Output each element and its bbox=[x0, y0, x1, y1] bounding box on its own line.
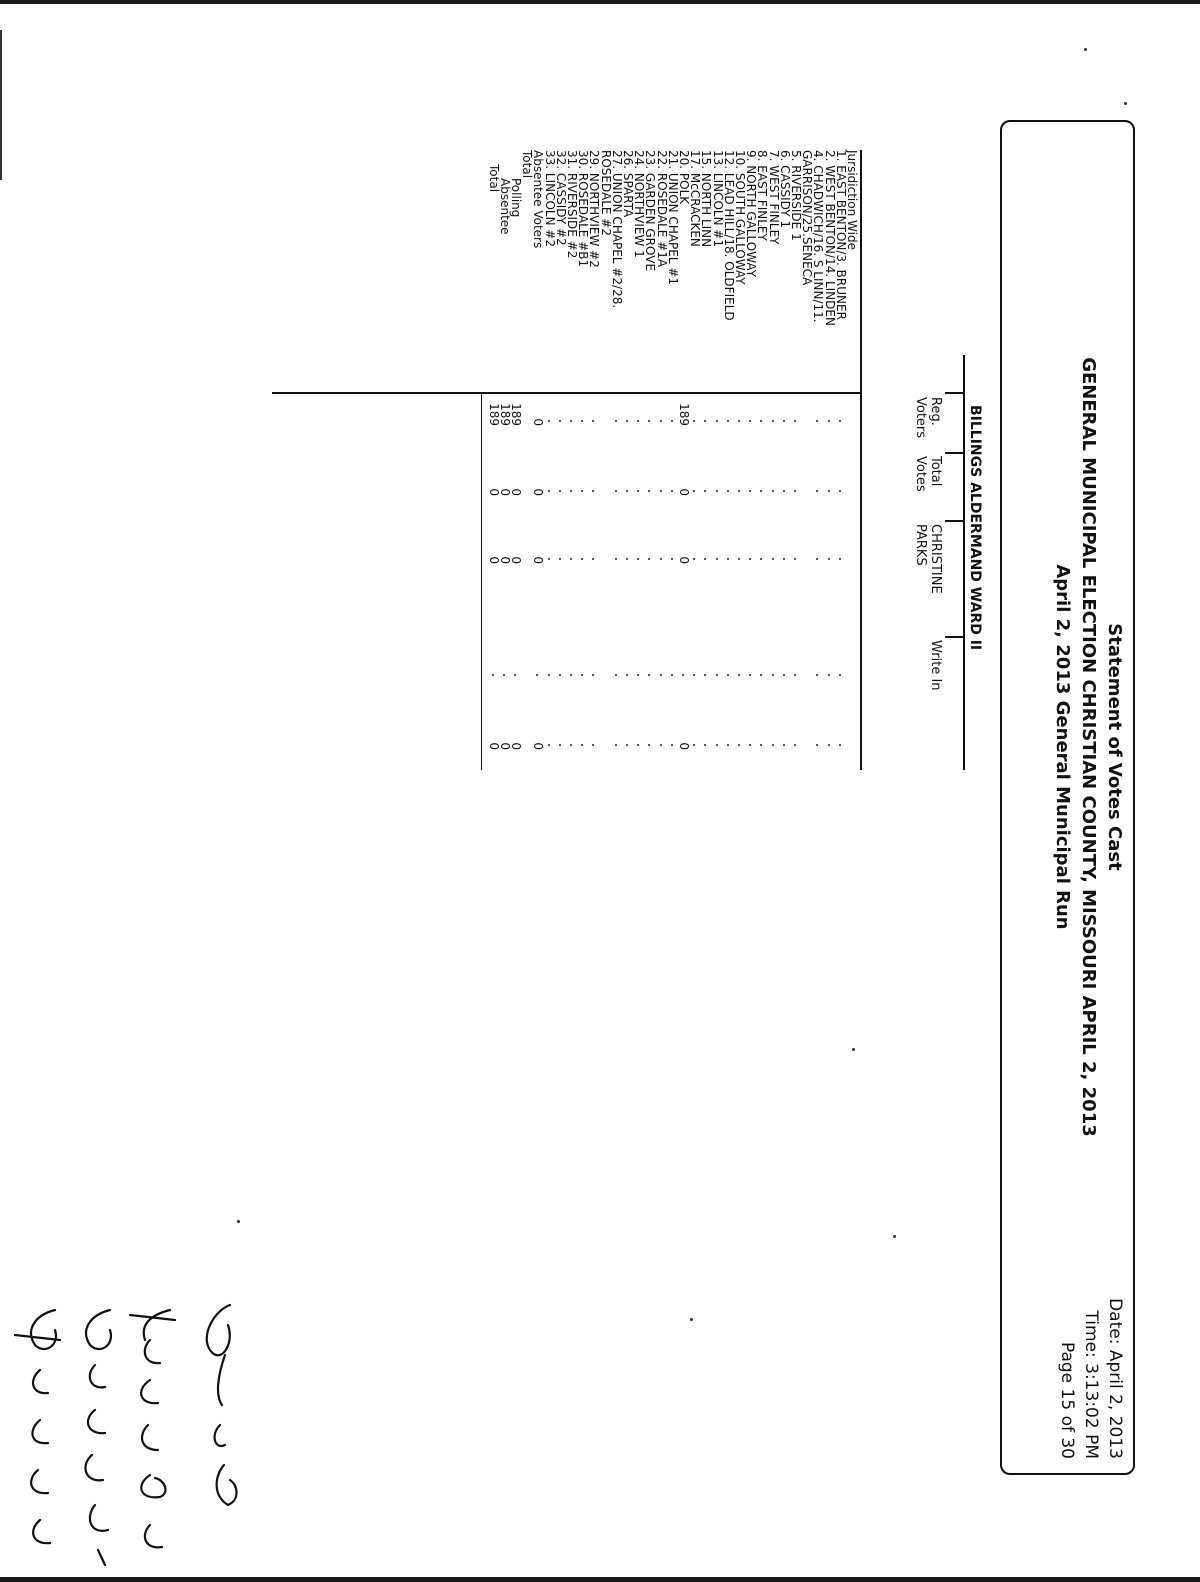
vote-value: 0 bbox=[486, 488, 501, 496]
empty-cell-dot bbox=[816, 744, 818, 746]
empty-cell-dot bbox=[637, 674, 639, 676]
empty-cell-dot bbox=[570, 420, 572, 422]
vote-value: 0 bbox=[497, 742, 512, 750]
empty-cell-dot bbox=[693, 490, 695, 492]
empty-cell-dot bbox=[548, 674, 550, 676]
empty-cell-dot bbox=[570, 744, 572, 746]
col-head-line: Total bbox=[928, 456, 943, 487]
empty-cell-dot bbox=[648, 558, 650, 560]
empty-cell-dot bbox=[615, 420, 617, 422]
row-label: 26. SPARTA bbox=[621, 150, 635, 218]
empty-cell-dot bbox=[548, 558, 550, 560]
row-label: 20. POLK bbox=[677, 150, 691, 205]
report-date: Date: April 2, 2013 bbox=[1105, 1298, 1125, 1459]
row-label: 15. NORTH LINN bbox=[699, 150, 714, 248]
signature-3 bbox=[85, 1310, 111, 1565]
empty-cell-dot bbox=[783, 420, 785, 422]
empty-cell-dot bbox=[660, 558, 662, 560]
row-label: 2. WEST BENTON/14. LINDEN bbox=[822, 150, 837, 326]
empty-cell-dot bbox=[760, 674, 762, 676]
election-subtitle: GENERAL MUNICIPAL ELECTION CHRISTIAN COUNTY, MISSOURI APRIL 2, 2013 bbox=[1078, 357, 1099, 1137]
empty-cell-dot bbox=[693, 674, 695, 676]
empty-cell-dot bbox=[783, 558, 785, 560]
empty-cell-dot bbox=[637, 744, 639, 746]
row-label: Polling bbox=[509, 178, 523, 218]
empty-cell-dot bbox=[514, 674, 516, 676]
empty-cell-dot bbox=[716, 558, 718, 560]
empty-cell-dot bbox=[727, 744, 729, 746]
empty-cell-dot bbox=[704, 674, 706, 676]
empty-cell-dot bbox=[660, 744, 662, 746]
col-head-line: PARKS bbox=[913, 524, 928, 566]
empty-cell-dot bbox=[682, 674, 684, 676]
empty-cell-dot bbox=[693, 558, 695, 560]
signature-4 bbox=[15, 1310, 60, 1543]
vote-value: 0 bbox=[509, 488, 523, 496]
row-label: 13. LINCOLN #1 bbox=[710, 150, 725, 248]
col-head-line: Write In bbox=[928, 640, 943, 691]
vote-value: 0 bbox=[509, 556, 523, 564]
empty-cell-dot bbox=[693, 420, 695, 422]
empty-cell-dot bbox=[570, 674, 572, 676]
empty-cell-dot bbox=[536, 674, 538, 676]
vote-value: 0 bbox=[531, 556, 546, 564]
vote-value: 0 bbox=[531, 418, 546, 426]
empty-cell-dot bbox=[648, 674, 650, 676]
empty-cell-dot bbox=[559, 420, 561, 422]
signature-2 bbox=[130, 1310, 175, 1547]
col-head-reg-voters bbox=[913, 397, 943, 438]
empty-cell-dot bbox=[626, 744, 628, 746]
empty-cell-dot bbox=[772, 558, 774, 560]
empty-cell-dot bbox=[559, 558, 561, 560]
row-label: 29. NORTHVIEW #2 bbox=[587, 150, 602, 268]
empty-cell-dot bbox=[760, 558, 762, 560]
report-time: Time: 3:13:02 PM bbox=[1081, 1310, 1101, 1459]
row-label: Absentee bbox=[497, 178, 512, 235]
empty-cell-dot bbox=[592, 674, 594, 676]
handwritten-signatures bbox=[0, 1285, 265, 1582]
empty-cell-dot bbox=[548, 744, 550, 746]
empty-cell-dot bbox=[637, 558, 639, 560]
row-label: 10. SOUTH GALLOWAY bbox=[733, 150, 747, 285]
row-label: 5. RIVERSIDE 1 bbox=[789, 150, 803, 241]
row-label: 6. CASSIDY 1 bbox=[777, 150, 792, 228]
empty-cell-dot bbox=[828, 744, 830, 746]
empty-cell-dot bbox=[570, 558, 572, 560]
row-label: GARRISON/25.SENECA bbox=[800, 150, 815, 286]
empty-cell-dot bbox=[727, 490, 729, 492]
row-label: 1. EAST BENTON/3. BRUNER bbox=[833, 150, 848, 320]
empty-cell-dot bbox=[592, 420, 594, 422]
empty-cell-dot bbox=[794, 744, 796, 746]
vote-value: 0 bbox=[509, 742, 523, 750]
empty-cell-dot bbox=[839, 420, 841, 422]
row-label: 31. RIVERSIDE #2 bbox=[565, 150, 579, 259]
empty-cell-dot bbox=[704, 490, 706, 492]
empty-cell-dot bbox=[772, 674, 774, 676]
row-label: 33. LINCOLN #2 bbox=[542, 150, 557, 248]
empty-cell-dot bbox=[727, 558, 729, 560]
vote-value: 0 bbox=[677, 556, 691, 564]
empty-cell-dot bbox=[592, 744, 594, 746]
empty-cell-dot bbox=[760, 490, 762, 492]
empty-cell-dot bbox=[772, 744, 774, 746]
row-label: ROSEDALE #2 bbox=[598, 150, 613, 236]
col-head-line: CHRISTINE bbox=[928, 524, 943, 594]
empty-cell-dot bbox=[738, 490, 740, 492]
empty-cell-dot bbox=[794, 558, 796, 560]
empty-cell-dot bbox=[828, 674, 830, 676]
vote-value: 189 bbox=[486, 403, 501, 426]
vote-value: 0 bbox=[531, 488, 546, 496]
empty-cell-dot bbox=[738, 744, 740, 746]
row-label: 4. CHADWICH/16. S LINN/11. bbox=[811, 150, 826, 323]
row-label: 12. LEAD HILL/18. OLDFIELD bbox=[721, 150, 736, 321]
row-label: 32. CASSIDY #2 bbox=[553, 150, 568, 246]
vote-value: 0 bbox=[531, 742, 546, 750]
page-number: Page 15 of 30 bbox=[1057, 1341, 1077, 1459]
empty-cell-dot bbox=[772, 420, 774, 422]
row-label: Absentee Voters bbox=[531, 150, 546, 249]
empty-cell-dot bbox=[671, 420, 673, 422]
empty-cell-dot bbox=[738, 674, 740, 676]
empty-cell-dot bbox=[749, 674, 751, 676]
empty-cell-dot bbox=[615, 744, 617, 746]
row-label: 30. ROSEDALE #B1 bbox=[576, 150, 591, 268]
row-label: 8. EAST FINLEY bbox=[755, 150, 770, 241]
empty-cell-dot bbox=[592, 490, 594, 492]
empty-cell-dot bbox=[626, 420, 628, 422]
col-head-line: Voters bbox=[913, 397, 928, 439]
empty-cell-dot bbox=[671, 744, 673, 746]
vote-value: 0 bbox=[677, 742, 691, 750]
empty-cell-dot bbox=[559, 490, 561, 492]
empty-cell-dot bbox=[704, 744, 706, 746]
column-divider bbox=[945, 392, 965, 394]
empty-cell-dot bbox=[794, 674, 796, 676]
row-label: 23. GARDEN GROVE bbox=[643, 150, 658, 272]
empty-cell-dot bbox=[570, 490, 572, 492]
row-label: 7. WEST FINLEY bbox=[766, 150, 781, 245]
empty-cell-dot bbox=[816, 420, 818, 422]
column-divider bbox=[945, 452, 965, 454]
empty-cell-dot bbox=[772, 490, 774, 492]
header-rule-bottom bbox=[860, 150, 862, 770]
col-head-candidate bbox=[913, 524, 943, 594]
empty-cell-dot bbox=[503, 674, 505, 676]
empty-cell-dot bbox=[648, 420, 650, 422]
row-label: 9. NORTH GALLOWAY bbox=[744, 150, 759, 278]
empty-cell-dot bbox=[648, 490, 650, 492]
col-head-line: Votes bbox=[913, 456, 928, 492]
row-label: 22. ROSEDALE #1A bbox=[654, 150, 669, 268]
empty-cell-dot bbox=[760, 420, 762, 422]
report-title: Statement of Votes Cast bbox=[1104, 623, 1125, 871]
row-label: 17. McCRACKEN bbox=[688, 150, 703, 247]
empty-cell-dot bbox=[816, 674, 818, 676]
empty-cell-dot bbox=[671, 558, 673, 560]
row-label: 21. UNION CHAPEL #1 bbox=[665, 150, 680, 286]
vote-value: 0 bbox=[677, 488, 691, 496]
empty-cell-dot bbox=[828, 558, 830, 560]
empty-cell-dot bbox=[626, 558, 628, 560]
empty-cell-dot bbox=[626, 674, 628, 676]
empty-cell-dot bbox=[738, 420, 740, 422]
empty-cell-dot bbox=[660, 490, 662, 492]
column-divider bbox=[945, 520, 965, 522]
empty-cell-dot bbox=[839, 558, 841, 560]
column-divider bbox=[945, 636, 965, 638]
empty-cell-dot bbox=[783, 674, 785, 676]
empty-cell-dot bbox=[671, 490, 673, 492]
empty-cell-dot bbox=[626, 490, 628, 492]
col-head-line: Reg. bbox=[928, 397, 943, 426]
empty-cell-dot bbox=[794, 490, 796, 492]
empty-cell-dot bbox=[492, 674, 494, 676]
empty-cell-dot bbox=[839, 674, 841, 676]
race-title: BILLINGS ALDERMAND WARD II bbox=[967, 405, 983, 651]
empty-cell-dot bbox=[716, 674, 718, 676]
empty-cell-dot bbox=[704, 558, 706, 560]
empty-cell-dot bbox=[816, 490, 818, 492]
empty-cell-dot bbox=[749, 744, 751, 746]
signature-1 bbox=[207, 1305, 237, 1505]
empty-cell-dot bbox=[615, 558, 617, 560]
empty-cell-dot bbox=[637, 490, 639, 492]
empty-cell-dot bbox=[727, 674, 729, 676]
empty-cell-dot bbox=[760, 744, 762, 746]
col-head-write-in bbox=[928, 640, 943, 691]
empty-cell-dot bbox=[749, 420, 751, 422]
empty-cell-dot bbox=[794, 420, 796, 422]
empty-cell-dot bbox=[559, 744, 561, 746]
empty-cell-dot bbox=[704, 420, 706, 422]
empty-cell-dot bbox=[581, 490, 583, 492]
row-label: 27. UNION CHAPEL #2/28. bbox=[609, 150, 624, 309]
empty-cell-dot bbox=[749, 558, 751, 560]
row-label: 24. NORTHVIEW 1 bbox=[632, 150, 647, 258]
empty-cell-dot bbox=[727, 420, 729, 422]
empty-cell-dot bbox=[839, 744, 841, 746]
empty-cell-dot bbox=[783, 490, 785, 492]
empty-cell-dot bbox=[592, 558, 594, 560]
empty-cell-dot bbox=[828, 490, 830, 492]
vote-value: 0 bbox=[486, 556, 501, 564]
empty-cell-dot bbox=[581, 420, 583, 422]
empty-cell-dot bbox=[839, 490, 841, 492]
empty-cell-dot bbox=[693, 744, 695, 746]
col-head-total-votes bbox=[913, 456, 943, 492]
empty-cell-dot bbox=[660, 420, 662, 422]
empty-cell-dot bbox=[559, 674, 561, 676]
empty-cell-dot bbox=[648, 744, 650, 746]
vote-value: 0 bbox=[497, 556, 512, 564]
empty-cell-dot bbox=[615, 490, 617, 492]
header-rule-top bbox=[963, 355, 965, 770]
report-header bbox=[1000, 120, 1135, 1475]
empty-cell-dot bbox=[716, 744, 718, 746]
empty-cell-dot bbox=[548, 420, 550, 422]
run-name: April 2, 2013 General Municipal Run bbox=[1052, 564, 1073, 930]
vote-value: 189 bbox=[497, 403, 512, 426]
empty-cell-dot bbox=[615, 674, 617, 676]
empty-cell-dot bbox=[783, 744, 785, 746]
empty-cell-dot bbox=[716, 420, 718, 422]
row-label: Total bbox=[486, 164, 501, 193]
empty-cell-dot bbox=[660, 674, 662, 676]
vote-value: 0 bbox=[497, 488, 512, 496]
empty-cell-dot bbox=[716, 490, 718, 492]
empty-cell-dot bbox=[581, 674, 583, 676]
empty-cell-dot bbox=[671, 674, 673, 676]
empty-cell-dot bbox=[637, 420, 639, 422]
vote-value: 0 bbox=[486, 742, 501, 750]
empty-cell-dot bbox=[749, 490, 751, 492]
row-label: Jursidiction Wide bbox=[845, 150, 859, 250]
empty-cell-dot bbox=[581, 558, 583, 560]
empty-cell-dot bbox=[828, 420, 830, 422]
empty-cell-dot bbox=[548, 490, 550, 492]
empty-cell-dot bbox=[816, 558, 818, 560]
total-separator bbox=[481, 392, 482, 770]
row-label: Total bbox=[520, 150, 535, 179]
table-rule-vertical bbox=[272, 392, 862, 394]
empty-cell-dot bbox=[738, 558, 740, 560]
vote-value: 189 bbox=[509, 403, 523, 426]
vote-value: 189 bbox=[677, 403, 691, 426]
empty-cell-dot bbox=[581, 744, 583, 746]
